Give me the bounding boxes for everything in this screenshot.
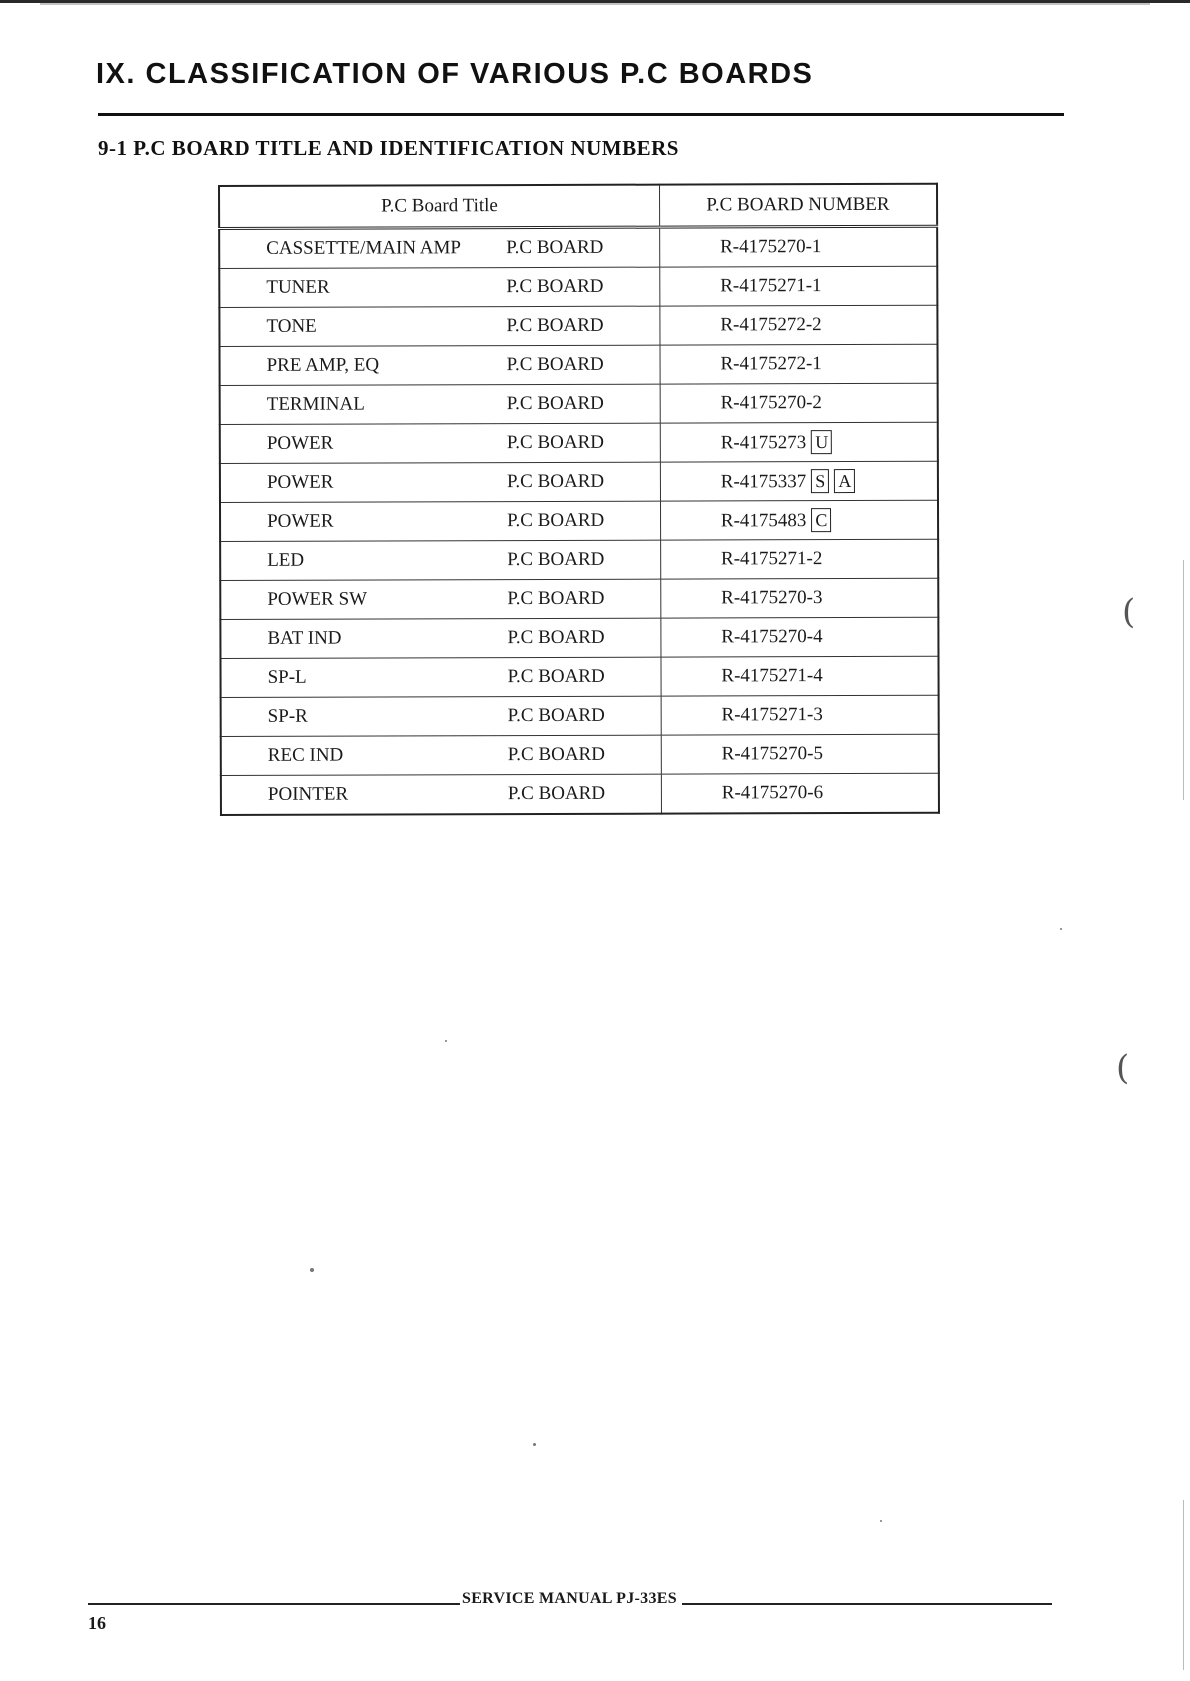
scan-speck (1060, 928, 1062, 930)
table-row (221, 695, 939, 736)
section-title: 9-1 P.C BOARD TITLE AND IDENTIFICATION NUMBERS (98, 136, 679, 160)
board-title-cell (220, 384, 660, 424)
table-row (220, 500, 938, 541)
region-code-box: C (811, 508, 831, 532)
board-number: R-4175271-4 (721, 665, 823, 687)
table-row (220, 656, 938, 697)
pc-board-table (218, 183, 940, 816)
board-name: POWER (266, 471, 334, 493)
footer-rule-left (88, 1603, 460, 1605)
board-name: BAT IND (267, 627, 342, 649)
board-number-cell (661, 617, 939, 657)
board-name: TUNER (266, 276, 330, 298)
board-number: R-4175272-2 (720, 314, 822, 336)
board-number-cell (660, 461, 938, 501)
footer-manual-title: SERVICE MANUAL PJ-33ES (462, 1590, 677, 1607)
scan-edge-shadow (40, 3, 1150, 5)
board-name: TONE (266, 315, 317, 337)
board-number: R-4175270-3 (721, 587, 823, 609)
table-row (220, 539, 938, 580)
table-row (220, 383, 938, 424)
table-row (220, 617, 938, 658)
table-row (220, 578, 938, 619)
board-name: SP-R (267, 705, 308, 727)
board-title-cell (220, 345, 660, 385)
region-code-box: U (811, 430, 832, 454)
board-number-cell (660, 266, 938, 306)
board-number: R-4175273 (720, 432, 807, 454)
board-number-cell (660, 383, 938, 423)
board-number: R-4175271-2 (721, 548, 823, 570)
table-header-row (219, 184, 937, 229)
table-body (219, 226, 939, 815)
board-number-cell (661, 734, 939, 774)
board-number-cell (661, 656, 939, 696)
board-number: R-4175337 (720, 471, 807, 493)
board-title-cell (220, 579, 660, 619)
board-number: R-4175270-5 (721, 743, 824, 765)
board-number-cell (659, 226, 937, 267)
region-code-box: A (834, 469, 855, 493)
board-name: LED (267, 549, 305, 571)
header-board-title: P.C Board Title (219, 185, 659, 229)
board-kind: P.C BOARD (506, 392, 604, 415)
board-number-cell (660, 539, 938, 579)
board-number-cell (661, 695, 939, 735)
title-underline (98, 113, 1064, 116)
board-title-cell (221, 696, 661, 736)
board-kind: P.C BOARD (506, 353, 604, 376)
board-title-cell (220, 657, 660, 697)
board-kind: P.C BOARD (507, 665, 605, 688)
scan-speck (533, 1443, 536, 1446)
board-name: POWER SW (267, 588, 368, 610)
table-row (219, 266, 937, 307)
header-board-number: P.C BOARD NUMBER (659, 184, 937, 227)
board-number-cell (660, 305, 938, 345)
board-kind: P.C BOARD (506, 275, 604, 298)
board-title-cell (221, 774, 661, 815)
board-title-cell (220, 423, 660, 463)
table-header (219, 184, 937, 229)
board-number: R-4175271-1 (720, 275, 822, 297)
board-number: R-4175270-2 (720, 392, 822, 414)
scan-speck (880, 1520, 882, 1522)
board-kind: P.C BOARD (507, 743, 605, 766)
board-number: R-4175270-6 (721, 782, 824, 804)
scan-edge-line (1183, 560, 1184, 800)
board-kind: P.C BOARD (506, 314, 604, 337)
board-number-cell (661, 578, 939, 618)
board-name: TERMINAL (266, 393, 365, 415)
page-title: IX. CLASSIFICATION OF VARIOUS P.C BOARDS (96, 58, 814, 90)
board-name: POWER (267, 510, 334, 532)
board-kind: P.C BOARD (507, 626, 605, 649)
board-number: R-4175271-3 (721, 704, 823, 726)
board-name: PRE AMP, EQ (266, 354, 380, 376)
board-title-cell (219, 306, 659, 346)
board-kind: P.C BOARD (506, 431, 604, 454)
margin-bracket-mark: ( (1122, 592, 1136, 632)
board-number-cell (660, 344, 938, 384)
board-name: CASSETTE/MAIN AMP (266, 237, 462, 259)
board-title-cell (219, 267, 659, 307)
table-row (221, 773, 939, 815)
board-kind: P.C BOARD (507, 509, 605, 532)
footer-rule-right (682, 1603, 1052, 1605)
board-name: REC IND (267, 744, 344, 766)
board-title-cell (220, 501, 660, 541)
board-name: POINTER (267, 783, 349, 805)
board-title-cell (220, 462, 660, 502)
board-number: R-4175272-1 (720, 353, 822, 375)
board-kind: P.C BOARD (506, 470, 605, 493)
table-row (220, 344, 938, 385)
board-title-cell (221, 735, 661, 775)
margin-bracket-mark: ( (1116, 1048, 1130, 1088)
table-row (221, 734, 939, 775)
board-kind: P.C BOARD (507, 782, 606, 805)
board-number: R-4175270-4 (721, 626, 823, 648)
board-title-cell (220, 618, 660, 658)
board-kind: P.C BOARD (507, 587, 605, 610)
table-row (219, 305, 937, 346)
board-number-cell (660, 422, 938, 462)
table-row (220, 422, 938, 463)
board-name: SP-L (267, 666, 307, 688)
region-code-box: S (811, 469, 829, 493)
scan-edge-line (1183, 1500, 1184, 1670)
board-kind: P.C BOARD (507, 548, 605, 571)
board-number-cell (660, 500, 938, 540)
board-title-cell (220, 540, 660, 580)
scan-speck (445, 1040, 447, 1042)
board-kind: P.C BOARD (507, 704, 605, 727)
table-row (220, 461, 938, 502)
board-number-cell (661, 773, 939, 813)
board-title-cell (219, 227, 659, 268)
scan-speck (310, 1268, 314, 1272)
table-row (219, 226, 937, 268)
board-number: R-4175483 (720, 510, 807, 532)
board-name: POWER (266, 432, 334, 454)
board-number: R-4175270-1 (720, 236, 822, 258)
board-kind: P.C BOARD (506, 236, 604, 259)
page-number: 16 (88, 1613, 106, 1633)
